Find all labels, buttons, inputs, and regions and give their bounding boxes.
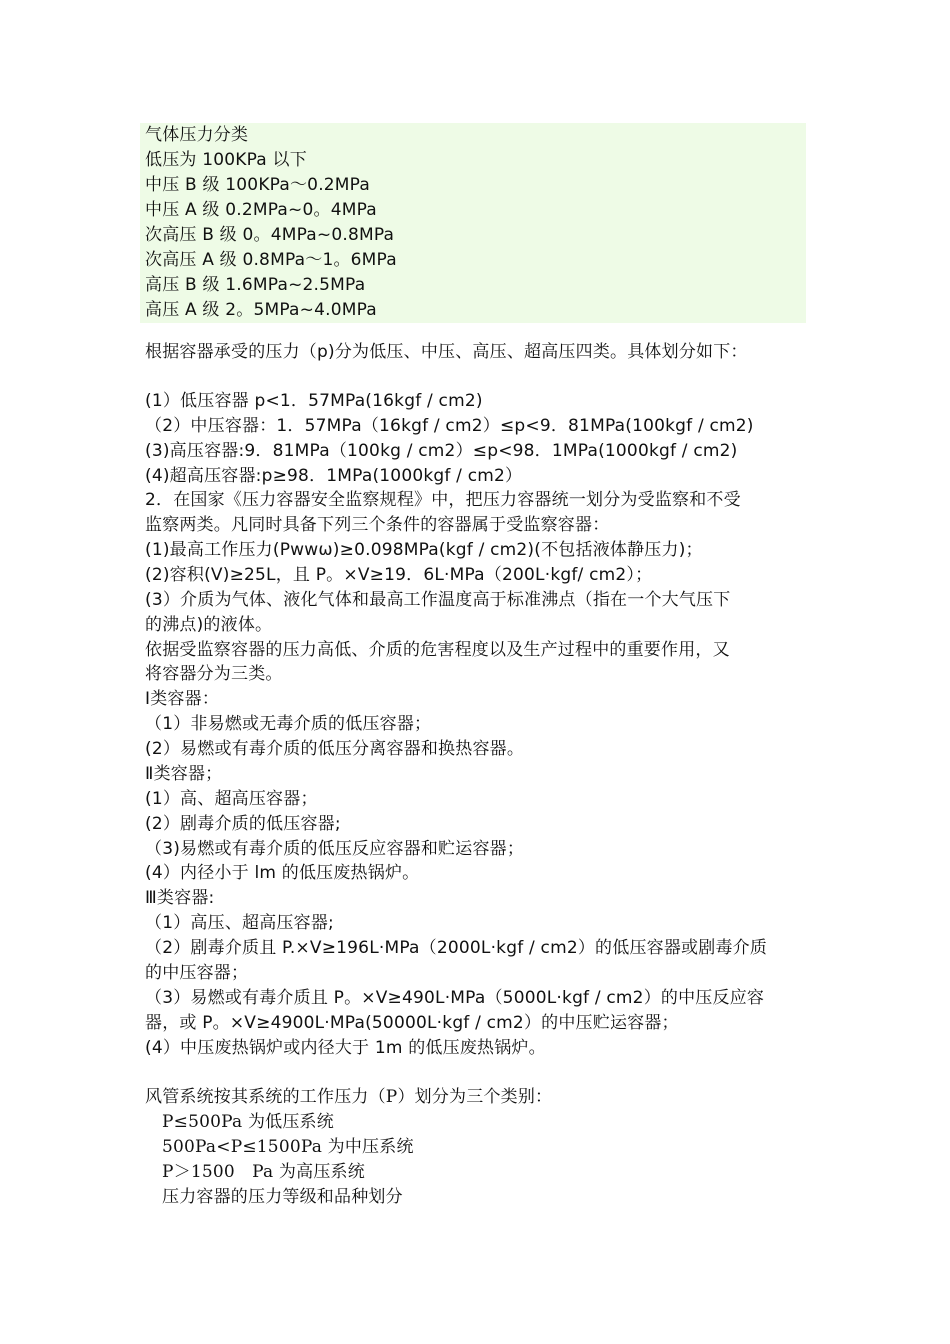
body-line: (1)最高工作压力(Pwwω)≥0.098MPa(kgf / cm2)(不包括液体静压力)； <box>145 540 703 560</box>
body-line: (1）低压容器 p<1．57MPa(16kgf / cm2) <box>145 391 483 411</box>
box-line: 低压为 100KPa 以下 <box>145 150 307 170</box>
body-line: 将容器分为三类。 <box>145 664 283 684</box>
body-line: Ⅰ类容器： <box>145 689 220 709</box>
box-line: 高压 B 级 1.6MPa~2.5MPa <box>145 275 366 295</box>
body-line: （1）高压、超高压容器; <box>145 913 334 933</box>
body-line: （3）易燃或有毒介质且 P。×V≥490L·MPa（5000L·kgf / cm2）的中压反应容 <box>145 988 765 1008</box>
body-line: 的中压容器； <box>145 963 249 983</box>
box-line: 次高压 B 级 0。4MPa~0.8MPa <box>145 225 395 245</box>
body-line: （3)易燃或有毒介质的低压反应容器和贮运容器； <box>145 839 525 859</box>
body-line: (3)高压容器:9．81MPa（100kg / cm2）≤p<98．1MPa(1000kgf / cm2) <box>145 441 738 461</box>
duct-heading: 风管系统按其系统的工作压力（P）划分为三个类别： <box>145 1087 553 1107</box>
body-line: （1）非易燃或无毒介质的低压容器； <box>145 714 432 734</box>
body-line: (1）高、超高压容器； <box>145 789 318 809</box>
duct-line: 500Pa<P≤1500Pa 为中压系统 <box>162 1137 414 1157</box>
body-line: (2）易燃或有毒介质的低压分离容器和换热容器。 <box>145 739 525 759</box>
body-line: 监察两类。凡同时具备下列三个条件的容器属于受监察容器： <box>145 515 610 535</box>
body-line: （2）中压容器：1．57MPa（16kgf / cm2）≤p<9．81MPa(100kgf / cm2) <box>145 416 754 436</box>
box-line: 高压 A 级 2。5MPa~4.0MPa <box>145 300 377 320</box>
duct-line: 压力容器的压力等级和品种划分 <box>162 1187 403 1207</box>
body-line: Ⅲ类容器: <box>145 888 215 908</box>
body-line: (4）内径小于 lm 的低压废热锅炉。 <box>145 863 420 883</box>
body-line: (3）介质为气体、液化气体和最高工作温度高于标准沸点（指在一个大气压下 <box>145 590 731 610</box>
body-line: (4）中压废热锅炉或内径大于 1m 的低压废热锅炉。 <box>145 1038 546 1058</box>
body-line: （2）剧毒介质且 P.×V≥196L·MPa（2000L·kgf / cm2）的低压容器或剧毒介质 <box>145 938 768 958</box>
body-line: (4)超高压容器:p≥98．1MPa(1000kgf / cm2） <box>145 466 523 486</box>
box-line: 中压 A 级 0.2MPa~0。4MPa <box>145 200 377 220</box>
duct-line: P≤500Pa 为低压系统 <box>162 1112 334 1132</box>
duct-line: P＞1500 Pa 为高压系统 <box>162 1162 365 1182</box>
body-line: 2．在国家《压力容器安全监察规程》中，把压力容器统一划分为受监察和不受 <box>145 490 741 510</box>
body-line: 的沸点)的液体。 <box>145 615 273 635</box>
body-line: (2）剧毒介质的低压容器; <box>145 814 341 834</box>
body-line: Ⅱ类容器； <box>145 764 223 784</box>
body-line: (2)容积(V)≥25L，且 P。×V≥19．6L·MPa（200L·kgf/ cm2）； <box>145 565 653 585</box>
body-line: 依据受监察容器的压力高低、介质的危害程度以及生产过程中的重要作用，又 <box>145 640 730 660</box>
box-line: 气体压力分类 <box>145 125 249 145</box>
box-line: 次高压 A 级 0.8MPa～1。6MPa <box>145 250 397 270</box>
body-line: 器，或 P。×V≥4900L·MPa(50000L·kgf / cm2）的中压贮运容器； <box>145 1013 679 1033</box>
box-line: 中压 B 级 100KPa～0.2MPa <box>145 175 370 195</box>
body-line: 根据容器承受的压力（p)分为低压、中压、高压、超高压四类。具体划分如下： <box>145 342 748 362</box>
